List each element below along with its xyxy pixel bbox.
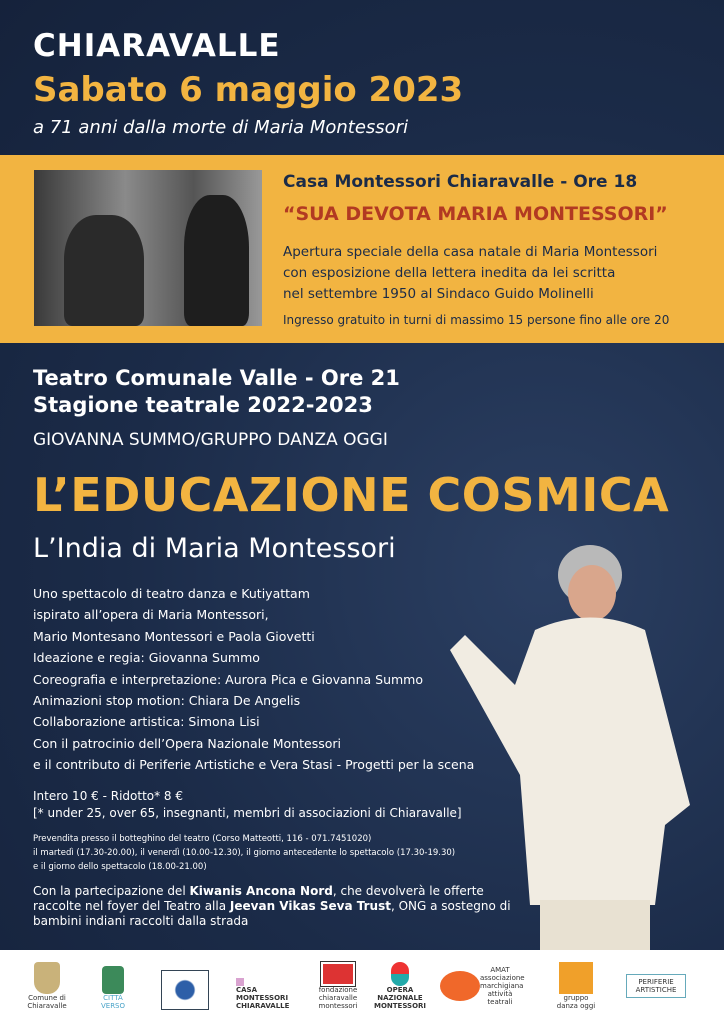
event1-entry: Ingresso gratuito in turni di massimo 15 persone fino alle ore 20 <box>283 313 670 327</box>
subtitle: a 71 anni dalla morte di Maria Montessori <box>33 117 409 138</box>
charity-note: Con la partecipazione del Kiwanis Ancona Nord, che devolverà le offerte raccolte nel foyer del Teatro alla Jeevan Vikas Seva Trust, ONG a sostegno di bambini indiani raccolti dalla strada <box>33 884 511 928</box>
logo-fondazione: fondazione chiaravalle montessori <box>318 962 358 1010</box>
logo-amat: AMAT associazione marchigiana attività teatrali <box>440 962 520 1010</box>
city-title: CHIARAVALLE <box>33 28 281 64</box>
event2-venue: Teatro Comunale Valle - Ore 21 Stagione teatrale 2022-2023 <box>33 366 400 417</box>
logo-comune: Comune di Chiaravalle <box>22 962 72 1010</box>
logo-kiwanis <box>160 962 210 1010</box>
logo-gruppo-danza-oggi: gruppo danza oggi <box>556 962 596 1010</box>
logo-periferie-artistiche: PERIFERIE ARTISTICHE <box>626 962 686 1010</box>
show-details: Uno spettacolo di teatro danza e Kutiyattam ispirato all’opera di Maria Montessori, Mario Montesano Montessori e Paola Giovetti Ideazione e regia: Giovanna Summo Coreografia e interpretazione: Aurora Pica e Giovanna Summo Animazioni stop motion: Chiara De Angelis Collaborazione artistica: Simona Lisi Con il patrocinio dell’Opera Nazionale Montessori e il contributo di Periferie Artistiche e Vera Stasi - Progetti per la scena <box>33 586 475 773</box>
ticket-prices: Intero 10 € - Ridotto* 8 € [* under 25, over 65, insegnanti, membri di associazioni di Chiaravalle] <box>33 789 462 820</box>
company: GIOVANNA SUMMO/GRUPPO DANZA OGGI <box>33 430 388 450</box>
show-subtitle: L’India di Maria Montessori <box>33 533 396 564</box>
presale-info: Prevendita presso il botteghino del teatro (Corso Matteotti, 116 - 071.7451020) il martedì (17.30-20.00), il venerdì (10.00-12.30), il giorno antecedente lo spettacolo (17.30-19.30) e il giorno dello spettacolo (18.00-21.00) <box>33 834 456 872</box>
event1-title: “SUA DEVOTA MARIA MONTESSORI” <box>283 203 668 225</box>
sponsor-logos <box>0 950 724 1024</box>
show-title: L’EDUCAZIONE COSMICA <box>33 468 670 522</box>
event-date: Sabato 6 maggio 2023 <box>33 70 464 110</box>
event1-description: Apertura speciale della casa natale di Maria Montessori con esposizione della lettera inedita da lei scritta nel settembre 1950 al Sindaco Guido Molinelli <box>283 244 658 302</box>
historic-photo <box>34 170 262 326</box>
event1-venue: Casa Montessori Chiaravalle - Ore 18 <box>283 172 638 192</box>
logo-opera-nazionale: OPERA NAZIONALE MONTESSORI <box>380 962 420 1010</box>
logo-citta-verso: CITTÀ VERSO <box>98 962 128 1010</box>
logo-casa-montessori: CASA MONTESSORI CHIARAVALLE <box>236 962 292 1010</box>
